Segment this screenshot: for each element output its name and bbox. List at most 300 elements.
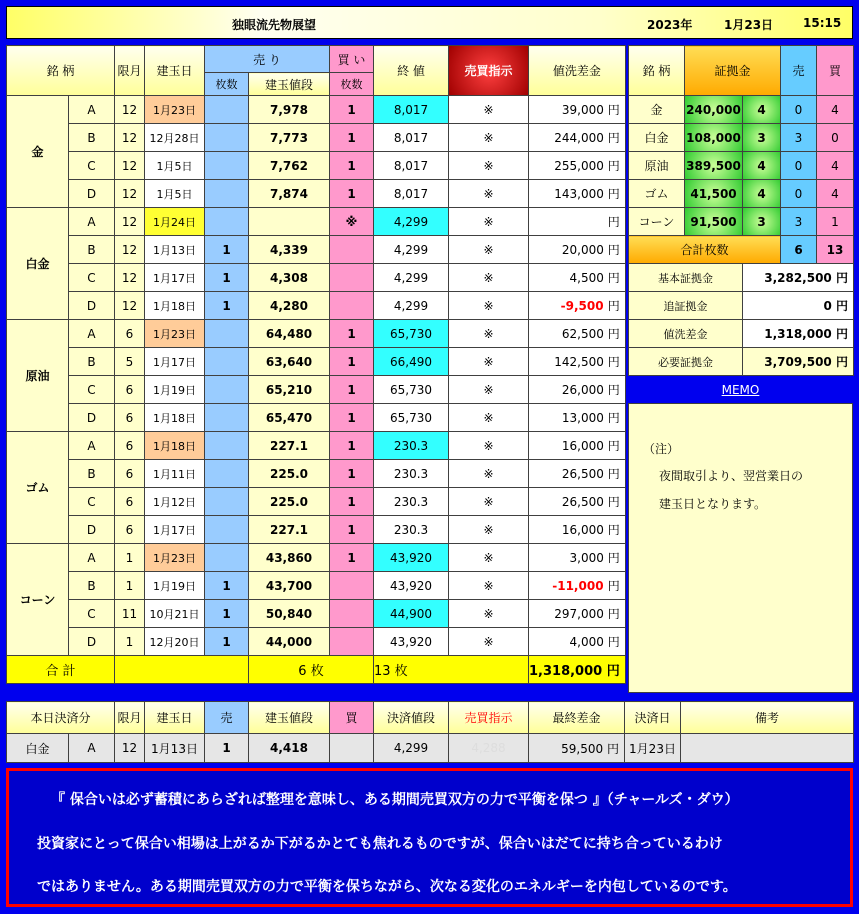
open-price: 65,210 [249, 376, 330, 404]
buy-qty: 1 [330, 152, 374, 180]
open-price: 43,700 [249, 572, 330, 600]
buy-qty [330, 236, 374, 264]
commodity-name: 白金 [7, 208, 69, 320]
sell-qty [205, 348, 249, 376]
buy-qty [330, 264, 374, 292]
sell-qty: 1 [205, 236, 249, 264]
margin-sell: 0 [781, 180, 817, 208]
signal-mark: ※ [449, 320, 529, 348]
settle-header-5: 建玉値段 [249, 702, 330, 734]
open-price: 7,762 [249, 152, 330, 180]
summary-row [629, 348, 854, 376]
open-date: 12月28日 [145, 124, 205, 152]
open-date: 1月23日 [145, 96, 205, 124]
margin-sell: 0 [781, 152, 817, 180]
diff-value: -11,000 円 [529, 572, 626, 600]
diff-value: 142,500 円 [529, 348, 626, 376]
buy-qty [330, 600, 374, 628]
contract-month: 12 [115, 236, 145, 264]
margin-header-buy: 買 [817, 46, 854, 96]
settle-header-9: 最終差金 [529, 702, 625, 734]
buy-qty: 1 [330, 432, 374, 460]
contract-code: C [69, 264, 115, 292]
table-row [7, 376, 626, 404]
close-price: 4,299 [374, 236, 449, 264]
header-year: 2023年 [647, 18, 693, 32]
settle-header-1: 本日決済分 [7, 702, 115, 734]
memo-panel [628, 403, 853, 693]
contract-month: 5 [115, 348, 145, 376]
buy-qty: 1 [330, 460, 374, 488]
settle-header-6: 買 [330, 702, 374, 734]
contract-month: 12 [115, 292, 145, 320]
margin-table [628, 45, 854, 376]
open-price: 225.0 [249, 460, 330, 488]
quote-line-2: 投資家にとって保合い相場は上がるか下がるかとても焦れるものですが、保合いはだてに持ち合っているわけ [37, 836, 723, 852]
margin-total-buy: 13 [817, 236, 854, 264]
close-price: 8,017 [374, 96, 449, 124]
quote-line-3: ではありません。ある期間売買双方の力で平衡を保ちながら、次なる変化のエネルギーを内包しているのです。 [37, 879, 737, 895]
margin-count: 4 [743, 152, 781, 180]
contract-code: A [69, 96, 115, 124]
margin-row [629, 152, 854, 180]
settle-date: 1月13日 [145, 734, 205, 763]
diff-value: 26,000 円 [529, 376, 626, 404]
header-date: 1月23日 [724, 18, 774, 32]
settle-header-7: 決済値段 [374, 702, 449, 734]
close-price: 8,017 [374, 180, 449, 208]
diff-value: 13,000 円 [529, 404, 626, 432]
open-price: 7,978 [249, 96, 330, 124]
contract-code: C [69, 376, 115, 404]
memo-line-1: （注） [643, 442, 680, 456]
contract-code: B [69, 348, 115, 376]
margin-row [629, 180, 854, 208]
margin-buy: 4 [817, 152, 854, 180]
contract-code: D [69, 628, 115, 656]
signal-mark: ※ [449, 264, 529, 292]
diff-value: 4,000 円 [529, 628, 626, 656]
close-price: 43,920 [374, 572, 449, 600]
diff-value: 26,500 円 [529, 460, 626, 488]
close-price: 4,299 [374, 264, 449, 292]
margin-header-shokokin: 証拠金 [685, 46, 781, 96]
margin-name: 白金 [629, 124, 685, 152]
margin-amount: 389,500 [685, 152, 743, 180]
total-buy: 13 枚 [374, 656, 529, 684]
diff-value: 16,000 円 [529, 516, 626, 544]
close-price: 230.3 [374, 516, 449, 544]
signal-mark: ※ [449, 96, 529, 124]
open-date: 1月23日 [145, 544, 205, 572]
sell-qty [205, 180, 249, 208]
settle-signal: 4,288 [449, 734, 529, 763]
sell-qty [205, 96, 249, 124]
contract-month: 11 [115, 600, 145, 628]
table-row [7, 516, 626, 544]
open-price: 65,470 [249, 404, 330, 432]
signal-mark: ※ [449, 348, 529, 376]
summary-label: 必要証拠金 [629, 348, 743, 376]
diff-value: 16,000 円 [529, 432, 626, 460]
close-price: 65,730 [374, 320, 449, 348]
table-row [7, 460, 626, 488]
buy-qty: ※ [330, 208, 374, 236]
open-date: 1月18日 [145, 432, 205, 460]
margin-amount: 108,000 [685, 124, 743, 152]
col-header-buy: 買 い [330, 46, 374, 73]
signal-mark: ※ [449, 460, 529, 488]
settle-header-3: 建玉日 [145, 702, 205, 734]
buy-qty [330, 572, 374, 600]
settle-note [681, 734, 854, 763]
buy-qty: 1 [330, 376, 374, 404]
quote-line-1: 『 保合いは必ず蓄積にあらざれば整理を意味し、ある期間売買双方の力で平衡を保つ 』（チャールズ・ダウ） [51, 792, 739, 808]
open-price: 64,480 [249, 320, 330, 348]
sell-qty: 1 [205, 572, 249, 600]
signal-mark: ※ [449, 208, 529, 236]
open-price: 7,874 [249, 180, 330, 208]
total-label: 合 計 [7, 656, 115, 684]
signal-mark: ※ [449, 432, 529, 460]
settlement-table [6, 701, 854, 763]
diff-value: 26,500 円 [529, 488, 626, 516]
header-time: 15:15 [803, 16, 842, 30]
contract-code: C [69, 152, 115, 180]
col-header-buy-qty: 枚数 [330, 73, 374, 96]
table-row [7, 572, 626, 600]
signal-mark: ※ [449, 292, 529, 320]
settle-header-10: 決済日 [625, 702, 681, 734]
signal-mark: ※ [449, 572, 529, 600]
memo-link[interactable]: MEMO [628, 380, 853, 400]
commodity-name: 金 [7, 96, 69, 208]
signal-mark: ※ [449, 236, 529, 264]
open-date: 1月17日 [145, 516, 205, 544]
summary-row [629, 320, 854, 348]
sell-qty [205, 208, 249, 236]
diff-value: 297,000 円 [529, 600, 626, 628]
open-price: 4,280 [249, 292, 330, 320]
memo-line-2: 夜間取引より、翌営業日の [659, 469, 804, 483]
signal-mark: ※ [449, 180, 529, 208]
settle-header-2: 限月 [115, 702, 145, 734]
memo-line-3: 建玉日となります。 [659, 497, 767, 511]
settle-code: A [69, 734, 115, 763]
open-date: 1月19日 [145, 572, 205, 600]
sell-qty [205, 152, 249, 180]
close-price: 230.3 [374, 488, 449, 516]
margin-row [629, 208, 854, 236]
contract-month: 6 [115, 376, 145, 404]
commodity-name: 原油 [7, 320, 69, 432]
contract-code: A [69, 208, 115, 236]
table-row [7, 488, 626, 516]
close-price: 230.3 [374, 432, 449, 460]
contract-month: 6 [115, 404, 145, 432]
col-header-sell: 売 り [205, 46, 330, 73]
open-date: 1月24日 [145, 208, 205, 236]
table-row [7, 96, 626, 124]
margin-row [629, 96, 854, 124]
total-sell: 6 枚 [249, 656, 374, 684]
margin-row [629, 124, 854, 152]
sell-qty [205, 320, 249, 348]
open-price: 227.1 [249, 432, 330, 460]
margin-name: コーン [629, 208, 685, 236]
buy-qty: 1 [330, 404, 374, 432]
open-price: 50,840 [249, 600, 330, 628]
summary-value: 0 円 [743, 292, 854, 320]
close-price: 8,017 [374, 152, 449, 180]
margin-name: ゴム [629, 180, 685, 208]
margin-count: 4 [743, 96, 781, 124]
contract-code: A [69, 320, 115, 348]
margin-amount: 41,500 [685, 180, 743, 208]
signal-mark: ※ [449, 628, 529, 656]
open-price: 43,860 [249, 544, 330, 572]
close-price: 230.3 [374, 460, 449, 488]
margin-amount: 240,000 [685, 96, 743, 124]
settle-month: 12 [115, 734, 145, 763]
margin-sell: 3 [781, 208, 817, 236]
diff-value: 円 [529, 208, 626, 236]
summary-row [629, 292, 854, 320]
table-row [7, 236, 626, 264]
buy-qty: 1 [330, 488, 374, 516]
settle-header-8: 売買指示 [449, 702, 529, 734]
contract-code: B [69, 236, 115, 264]
summary-label: 追証拠金 [629, 292, 743, 320]
close-price: 44,900 [374, 600, 449, 628]
open-date: 1月18日 [145, 404, 205, 432]
contract-code: B [69, 460, 115, 488]
margin-count: 4 [743, 180, 781, 208]
settle-date-done: 1月23日 [625, 734, 681, 763]
signal-mark: ※ [449, 544, 529, 572]
contract-code: B [69, 124, 115, 152]
close-price: 43,920 [374, 628, 449, 656]
contract-code: A [69, 432, 115, 460]
close-price: 43,920 [374, 544, 449, 572]
open-date: 1月13日 [145, 236, 205, 264]
contract-code: A [69, 544, 115, 572]
settle-sell: 1 [205, 734, 249, 763]
settle-buy [330, 734, 374, 763]
settle-price: 4,418 [249, 734, 330, 763]
signal-mark: ※ [449, 404, 529, 432]
col-header-meigara: 銘 柄 [7, 46, 115, 96]
open-date: 1月11日 [145, 460, 205, 488]
close-price: 8,017 [374, 124, 449, 152]
col-header-tategyoku: 建玉日 [145, 46, 205, 96]
contract-month: 12 [115, 180, 145, 208]
signal-mark: ※ [449, 600, 529, 628]
margin-sell: 3 [781, 124, 817, 152]
margin-buy: 1 [817, 208, 854, 236]
contract-month: 1 [115, 628, 145, 656]
open-price: 44,000 [249, 628, 330, 656]
table-row [7, 544, 626, 572]
sell-qty [205, 516, 249, 544]
signal-mark: ※ [449, 376, 529, 404]
table-row [7, 348, 626, 376]
contract-code: C [69, 488, 115, 516]
contract-code: D [69, 292, 115, 320]
table-row [7, 432, 626, 460]
diff-value: 62,500 円 [529, 320, 626, 348]
title-bar [6, 6, 853, 39]
open-date: 1月17日 [145, 264, 205, 292]
buy-qty: 1 [330, 180, 374, 208]
contract-month: 6 [115, 460, 145, 488]
contract-code: D [69, 516, 115, 544]
buy-qty: 1 [330, 348, 374, 376]
contract-code: D [69, 404, 115, 432]
table-row [7, 292, 626, 320]
table-row [7, 208, 626, 236]
open-date: 12月20日 [145, 628, 205, 656]
buy-qty: 1 [330, 516, 374, 544]
open-price [249, 208, 330, 236]
open-date: 10月21日 [145, 600, 205, 628]
open-date: 1月5日 [145, 152, 205, 180]
contract-month: 12 [115, 124, 145, 152]
commodity-name: コーン [7, 544, 69, 656]
summary-value: 3,709,500 円 [743, 348, 854, 376]
open-date: 1月18日 [145, 292, 205, 320]
open-date: 1月17日 [145, 348, 205, 376]
open-price: 225.0 [249, 488, 330, 516]
open-date: 1月23日 [145, 320, 205, 348]
col-header-diff: 値洗差金 [529, 46, 626, 96]
sell-qty [205, 376, 249, 404]
margin-count: 3 [743, 124, 781, 152]
contract-month: 12 [115, 152, 145, 180]
settle-final: 59,500 円 [529, 734, 625, 763]
table-row [7, 600, 626, 628]
buy-qty: 1 [330, 320, 374, 348]
summary-value: 1,318,000 円 [743, 320, 854, 348]
diff-value: 20,000 円 [529, 236, 626, 264]
contract-month: 1 [115, 572, 145, 600]
contract-month: 6 [115, 432, 145, 460]
open-price: 4,339 [249, 236, 330, 264]
open-price: 63,640 [249, 348, 330, 376]
diff-value: 39,000 円 [529, 96, 626, 124]
table-row [7, 264, 626, 292]
summary-label: 基本証拠金 [629, 264, 743, 292]
close-price: 65,730 [374, 404, 449, 432]
signal-mark: ※ [449, 152, 529, 180]
margin-header-sell: 売 [781, 46, 817, 96]
open-date: 1月19日 [145, 376, 205, 404]
margin-total-label: 合計枚数 [629, 236, 781, 264]
col-header-close: 終 値 [374, 46, 449, 96]
margin-name: 原油 [629, 152, 685, 180]
close-price: 65,730 [374, 376, 449, 404]
col-header-sell-qty: 枚数 [205, 73, 249, 96]
margin-buy: 0 [817, 124, 854, 152]
table-row [7, 152, 626, 180]
margin-header-meigara: 銘 柄 [629, 46, 685, 96]
margin-buy: 4 [817, 180, 854, 208]
col-header-signal: 売買指示 [449, 46, 529, 96]
contract-month: 12 [115, 264, 145, 292]
diff-value: 3,000 円 [529, 544, 626, 572]
open-date: 1月12日 [145, 488, 205, 516]
table-row [7, 180, 626, 208]
diff-value: 4,500 円 [529, 264, 626, 292]
open-date: 1月5日 [145, 180, 205, 208]
close-price: 4,299 [374, 208, 449, 236]
settle-name: 白金 [7, 734, 69, 763]
open-price: 7,773 [249, 124, 330, 152]
sell-qty [205, 432, 249, 460]
signal-mark: ※ [449, 488, 529, 516]
quote-box [6, 768, 853, 907]
open-price: 227.1 [249, 516, 330, 544]
close-price: 4,299 [374, 292, 449, 320]
table-row [7, 628, 626, 656]
margin-total-sell: 6 [781, 236, 817, 264]
col-header-gengetsu: 限月 [115, 46, 145, 96]
diff-value: -9,500 円 [529, 292, 626, 320]
contract-code: D [69, 180, 115, 208]
total-diff: 1,318,000 円 [529, 656, 626, 684]
summary-label: 値洗差金 [629, 320, 743, 348]
sell-qty [205, 460, 249, 488]
sell-qty: 1 [205, 628, 249, 656]
buy-qty [330, 292, 374, 320]
close-price: 66,490 [374, 348, 449, 376]
contract-code: B [69, 572, 115, 600]
contract-month: 6 [115, 488, 145, 516]
contract-month: 1 [115, 544, 145, 572]
settle-settle-price: 4,299 [374, 734, 449, 763]
signal-mark: ※ [449, 516, 529, 544]
table-row [7, 124, 626, 152]
signal-mark: ※ [449, 124, 529, 152]
margin-name: 金 [629, 96, 685, 124]
positions-table [6, 45, 626, 684]
contract-code: C [69, 600, 115, 628]
open-price: 4,308 [249, 264, 330, 292]
settle-header-4: 売 [205, 702, 249, 734]
margin-amount: 91,500 [685, 208, 743, 236]
sell-qty: 1 [205, 600, 249, 628]
page-title: 独眼流先物展望 [232, 18, 317, 32]
contract-month: 6 [115, 320, 145, 348]
sell-qty: 1 [205, 292, 249, 320]
settle-header-11: 備考 [681, 702, 854, 734]
commodity-name: ゴム [7, 432, 69, 544]
diff-value: 143,000 円 [529, 180, 626, 208]
margin-sell: 0 [781, 96, 817, 124]
contract-month: 6 [115, 516, 145, 544]
summary-value: 3,282,500 円 [743, 264, 854, 292]
sell-qty [205, 544, 249, 572]
table-row [7, 404, 626, 432]
sell-qty [205, 404, 249, 432]
col-header-price: 建玉値段 [249, 73, 330, 96]
buy-qty: 1 [330, 544, 374, 572]
diff-value: 244,000 円 [529, 124, 626, 152]
margin-count: 3 [743, 208, 781, 236]
buy-qty: 1 [330, 96, 374, 124]
sell-qty: 1 [205, 264, 249, 292]
buy-qty: 1 [330, 124, 374, 152]
